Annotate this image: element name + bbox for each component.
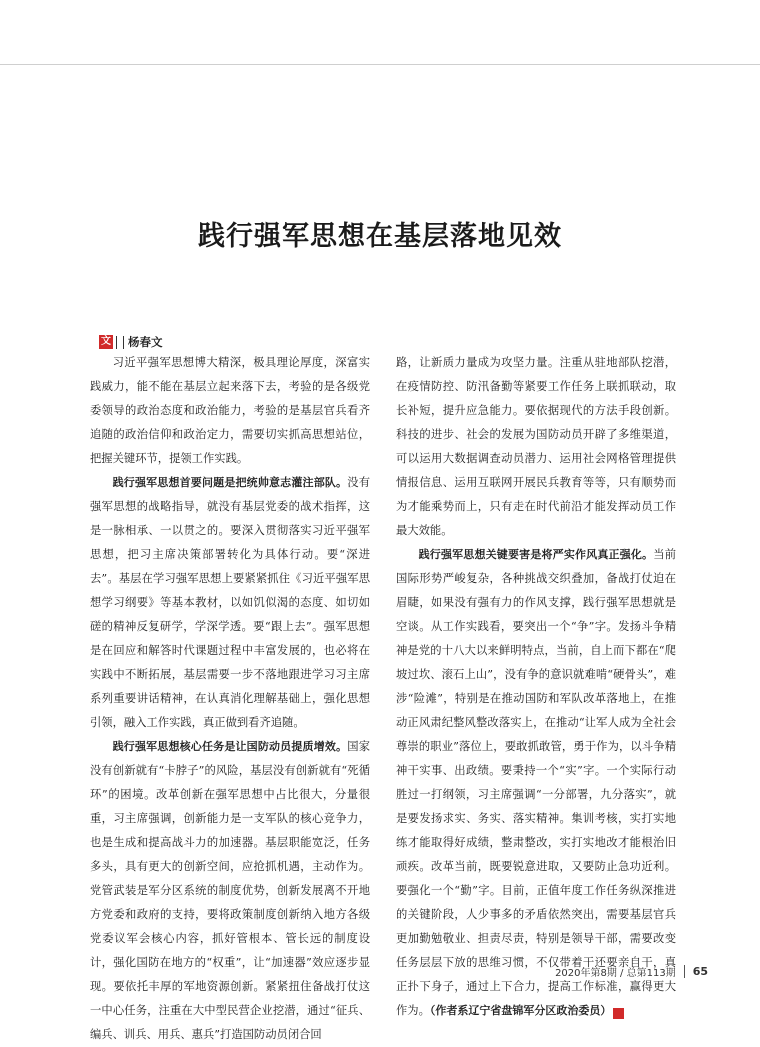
author-note: （作者系辽宁省盘锦军分区政治委员） bbox=[429, 1004, 612, 1017]
paragraph bbox=[90, 351, 370, 471]
paragraph bbox=[396, 351, 676, 543]
paragraph-lead: 践行强军思想首要问题是把统帅意志灌注部队。 bbox=[112, 476, 348, 489]
byline bbox=[99, 333, 163, 351]
page-number: 65 bbox=[692, 965, 708, 978]
issue-info: 2020年第8期 / 总第113期 bbox=[555, 968, 676, 979]
paragraph bbox=[90, 471, 370, 735]
paragraph-lead: 践行强军思想核心任务是让国防动员提质增效。 bbox=[112, 740, 348, 753]
paragraph bbox=[90, 735, 370, 1047]
paragraph bbox=[396, 543, 676, 1023]
author-name: 杨春文 bbox=[128, 335, 163, 349]
paragraph-text: 没有强军思想的战略指导，就没有基层党委的战术指挥，这是一脉相承、一以贯之的。要深入贯彻落实习近平强军思想，把习主席决策部署转化为具体行动。要“深进去”。基层在学习强军思想上要紧紧抓住《习近平强军思想学习纲要》等基本教材，以如饥似渴的态度、如切如磋的精神反复研学，学深学透。要“跟上去”。强军思想是在回应和解答时代课题过程中丰富发展的，也必将在实践中不断拓展，基层需要一步不落地跟进学习习主席系列重要讲话精神，在认真消化理解基础上，强化思想引领，融入工作实践，真正做到看齐追随。 bbox=[90, 476, 370, 729]
paragraph-text: 习近平强军思想博大精深，极具理论厚度，深富实践威力，能不能在基层立起来落下去，考验的是各级党委领导的政治态度和政治能力，考验的是基层官兵看齐追随的政治信仰和政治定力，需要切实抓高思想站位，把握关键环节，提领工作实践。 bbox=[90, 356, 370, 465]
article-title: 践行强军思想在基层落地见效 bbox=[198, 221, 562, 252]
right-column bbox=[396, 351, 676, 1023]
footer-divider bbox=[684, 965, 685, 978]
paragraph-text: 国家没有创新就有“卡脖子”的风险，基层没有创新就有“死循环”的困境。改革创新在强军思想中占比很大，分量很重，习主席强调，创新能力是一支军队的核心竞争力，也是生成和提高战斗力的加速器。基层职能宽泛，任务多头，具有更大的创新空间，应抢抓机遇，主动作为。党管武装是军分区系统的制度优势，创新发展离不开地方党委和政府的支持，要将政策制度创新纳入地方各级党委议军会核心内容，抓好管根本、管长远的制度设计，强化国防在地方的“权重”，让“加速器”效应逐步显现。要依托丰厚的军地资源创新。紧紧扭住备战打仗这一中心任务，注重在大中型民营企业挖潜，通过“征兵、编兵、训兵、用兵、惠兵”打造国防动员闭合回 bbox=[90, 740, 370, 1041]
header-rule bbox=[0, 64, 760, 65]
byline-divider bbox=[116, 336, 124, 349]
paragraph-text: 当前国际形势严峻复杂，各种挑战交织叠加，备战打仗迫在眉睫，如果没有强有力的作风支撑，践行强军思想就是空谈。从工作实践看，要突出一个“争”字。发扬斗争精神是党的十八大以来鲜明特点，当前，自上而下都在“爬坡过坎、滚石上山”，没有争的意识就难啃“硬骨头”，难涉“险滩”，特别是在推动国防和军队改革落地上，在推动正风肃纪整风整改落实上，在推动“让军人成为全社会尊崇的职业”落位上，要敢抓敢管，勇于作为，以斗争精神干实事、出政绩。要秉持一个“实”字。一个实际行动胜过一打纲领，习主席强调“一分部署，九分落实”，就是要发扬求实、务实、落实精神。集训考核，实打实地练才能取得好成绩，整肃整改，实打实地改才能根治旧顽疾。改革当前，既要锐意进取，又要防止急功近利。要强化一个“勤”字。目前，正值年度工作任务纵深推进的关键阶段，人少事多的矛盾依然突出，需要基层官兵更加勤勉敬业、担责尽责，特别是领导干部，需要改变任务层层下放的思维习惯，不仅带着干还要亲自干，真正扑下身子，通过上下合力，提高工作标准，赢得更大作为。 bbox=[396, 548, 676, 1017]
paragraph-text: 路，让新质力量成为攻坚力量。注重从驻地部队挖潜，在疫情防控、防汛备勤等紧要工作任务上联抓联动，取长补短，提升应急能力。要依据现代的方法手段创新。科技的进步、社会的发展为国防动员开辟了多维渠道，可以运用大数据调查动员潜力、运用社会网格管理提供情报信息、运用互联网开展民兵教育等等，只有顺势而为才能乘势而上，只有走在时代前沿才能发挥动员工作最大效能。 bbox=[396, 356, 676, 537]
page-footer bbox=[555, 964, 708, 979]
paragraph-lead: 践行强军思想关键要害是将严实作风真正强化。 bbox=[418, 548, 654, 561]
left-column bbox=[90, 351, 370, 1047]
end-mark: G bbox=[613, 1008, 624, 1019]
byline-tag: 文 bbox=[101, 336, 111, 347]
